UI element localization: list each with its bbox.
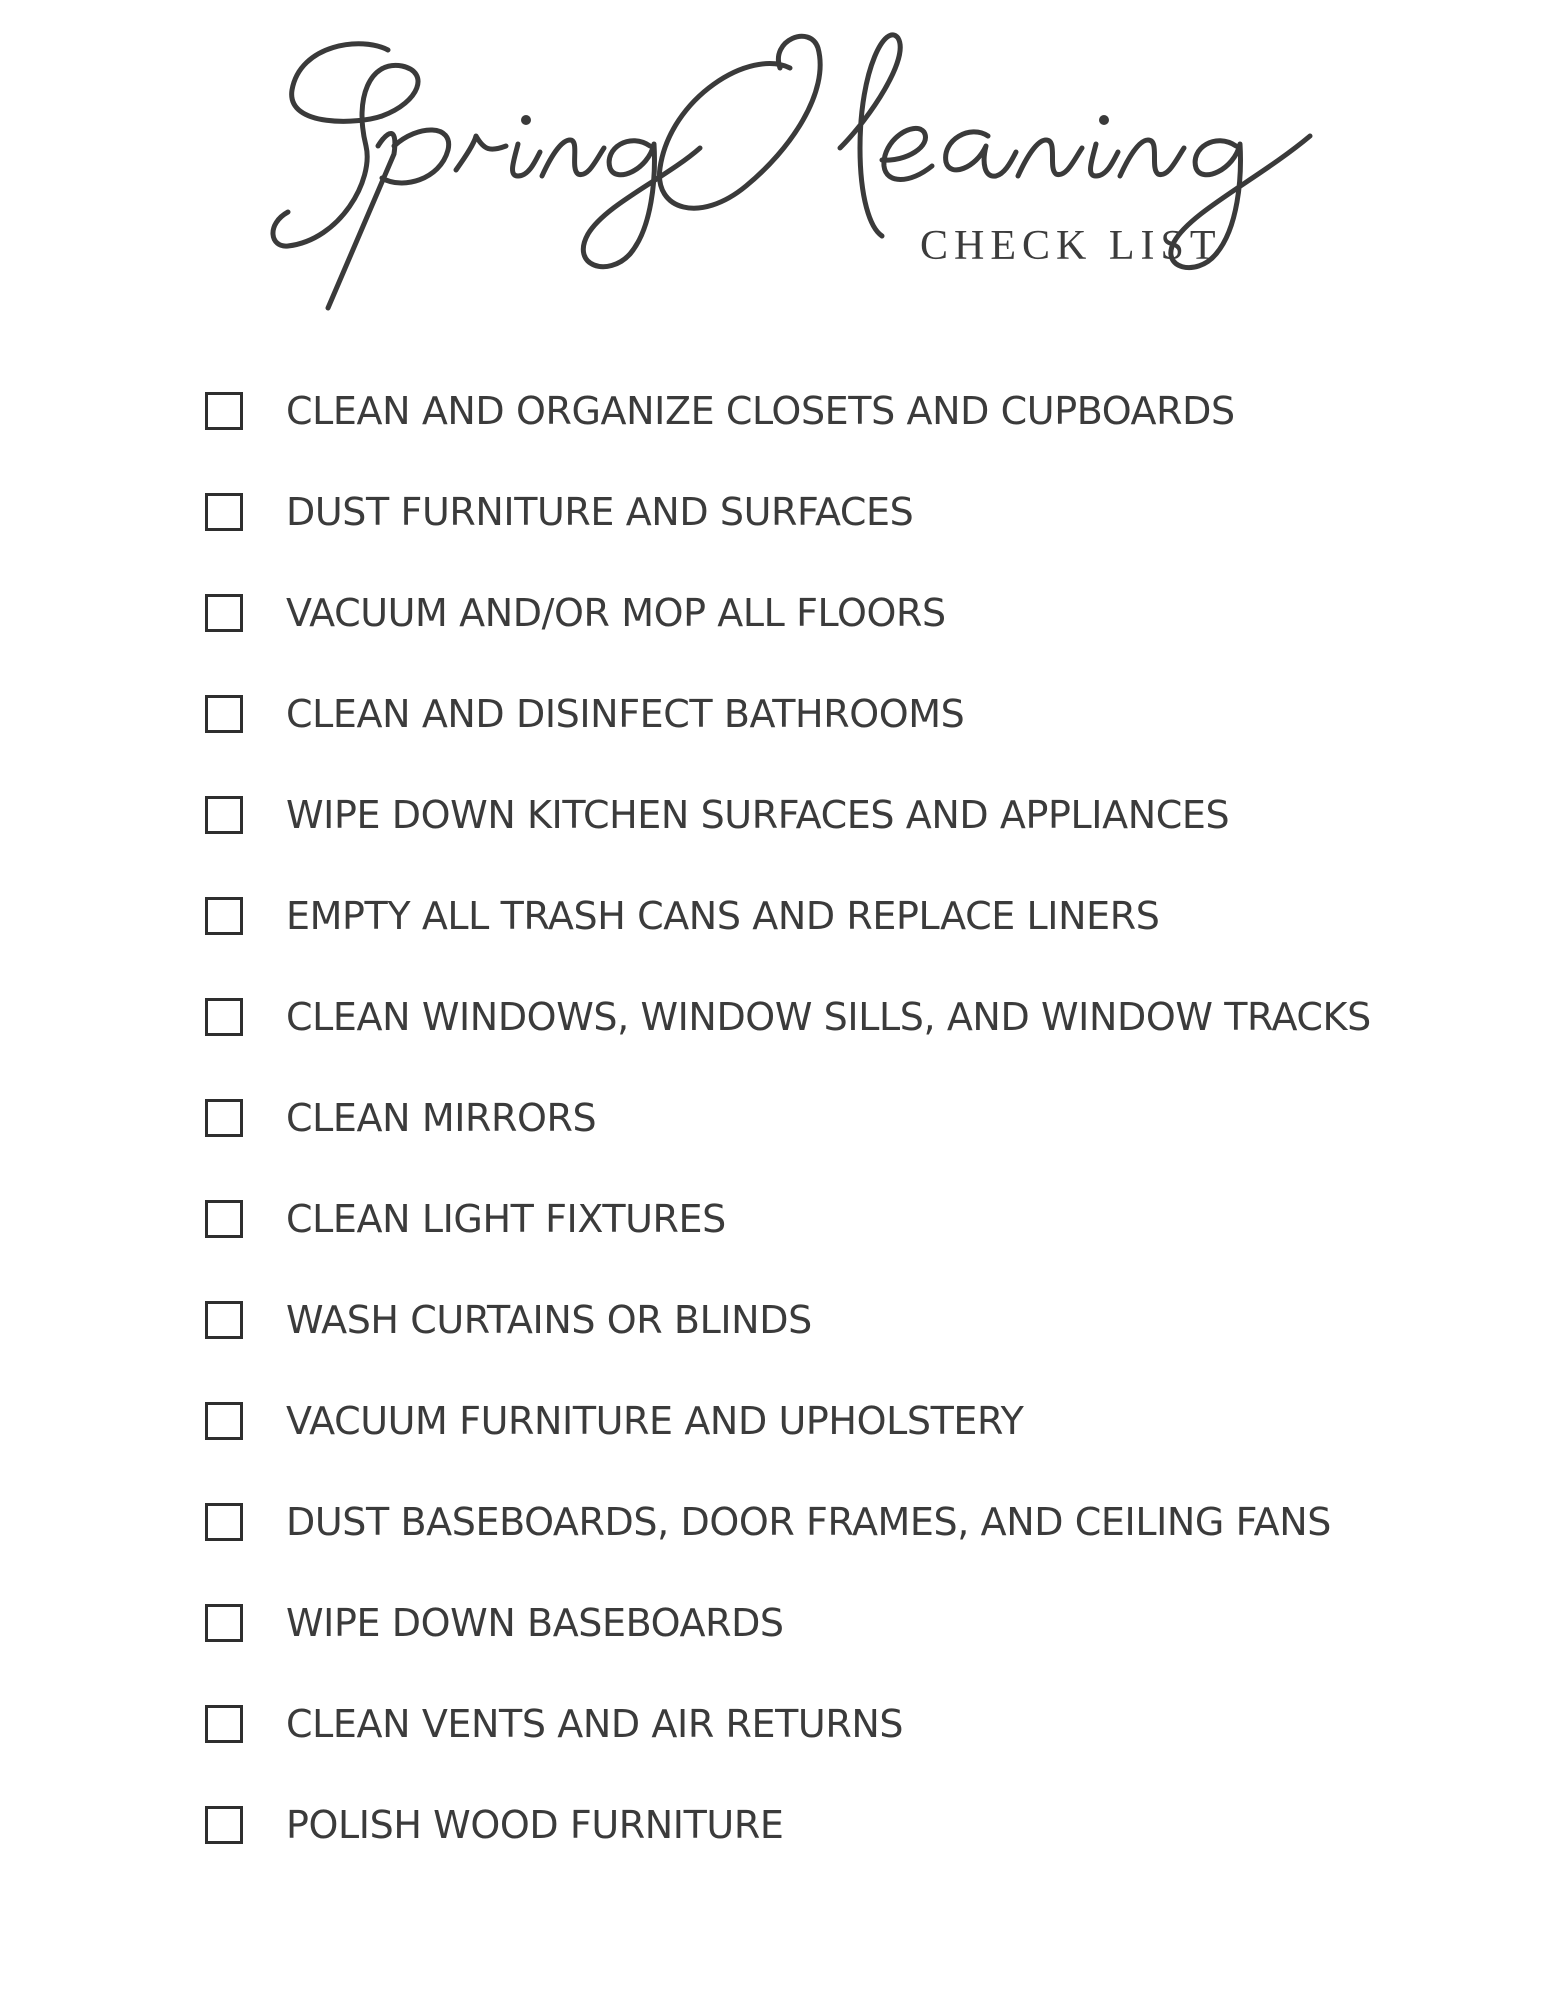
checklist-item[interactable] — [205, 1774, 1445, 1875]
page-subtitle: CHECK LIST — [920, 223, 1222, 269]
checklist-item-label: POLISH WOOD FURNITURE — [286, 1802, 784, 1847]
header — [0, 0, 1545, 330]
checklist-item[interactable] — [205, 1370, 1445, 1471]
checkbox[interactable] — [205, 998, 243, 1036]
checklist-item-label: CLEAN WINDOWS, WINDOW SILLS, AND WINDOW TRACKS — [286, 994, 1371, 1039]
checklist-item[interactable] — [205, 966, 1445, 1067]
checklist-item[interactable] — [205, 663, 1445, 764]
checklist-item-label: WASH CURTAINS OR BLINDS — [286, 1297, 812, 1342]
checkbox[interactable] — [205, 695, 243, 733]
checkbox[interactable] — [205, 1402, 243, 1440]
checklist-item-label: CLEAN AND DISINFECT BATHROOMS — [286, 691, 965, 736]
checklist-item-label: DUST FURNITURE AND SURFACES — [286, 489, 914, 534]
checkbox[interactable] — [205, 1705, 243, 1743]
checklist-item-label: WIPE DOWN KITCHEN SURFACES AND APPLIANCES — [286, 792, 1230, 837]
checklist-item[interactable] — [205, 1168, 1445, 1269]
checklist-item[interactable] — [205, 360, 1445, 461]
checkbox[interactable] — [205, 1301, 243, 1339]
checkbox[interactable] — [205, 796, 243, 834]
checkbox[interactable] — [205, 1099, 243, 1137]
checkbox[interactable] — [205, 1200, 243, 1238]
checklist-item[interactable] — [205, 865, 1445, 966]
checkbox[interactable] — [205, 897, 243, 935]
checkbox[interactable] — [205, 594, 243, 632]
checklist-item[interactable] — [205, 764, 1445, 865]
checklist-item-label: CLEAN MIRRORS — [286, 1095, 597, 1140]
checkbox[interactable] — [205, 1604, 243, 1642]
checklist-item-label: CLEAN VENTS AND AIR RETURNS — [286, 1701, 904, 1746]
checklist-item-label: CLEAN LIGHT FIXTURES — [286, 1196, 726, 1241]
checklist-item[interactable] — [205, 461, 1445, 562]
checklist-item-label: EMPTY ALL TRASH CANS AND REPLACE LINERS — [286, 893, 1160, 938]
script-title-logo — [270, 28, 1320, 318]
checklist-item[interactable] — [205, 562, 1445, 663]
checklist-item[interactable] — [205, 1471, 1445, 1572]
checkbox[interactable] — [205, 1806, 243, 1844]
checklist-item[interactable] — [205, 1067, 1445, 1168]
checklist-item-label: VACUUM FURNITURE AND UPHOLSTERY — [286, 1398, 1024, 1443]
checkbox[interactable] — [205, 1503, 243, 1541]
page-title — [0, 0, 1, 1]
checkbox[interactable] — [205, 493, 243, 531]
checklist-item[interactable] — [205, 1572, 1445, 1673]
checklist-item-label: WIPE DOWN BASEBOARDS — [286, 1600, 784, 1645]
checklist-item-label: CLEAN AND ORGANIZE CLOSETS AND CUPBOARDS — [286, 388, 1235, 433]
checklist — [205, 360, 1445, 1875]
checklist-item-label: VACUUM AND/OR MOP ALL FLOORS — [286, 590, 946, 635]
checklist-item[interactable] — [205, 1673, 1445, 1774]
checklist-item-label: DUST BASEBOARDS, DOOR FRAMES, AND CEILING FANS — [286, 1499, 1331, 1544]
checklist-item[interactable] — [205, 1269, 1445, 1370]
checkbox[interactable] — [205, 392, 243, 430]
